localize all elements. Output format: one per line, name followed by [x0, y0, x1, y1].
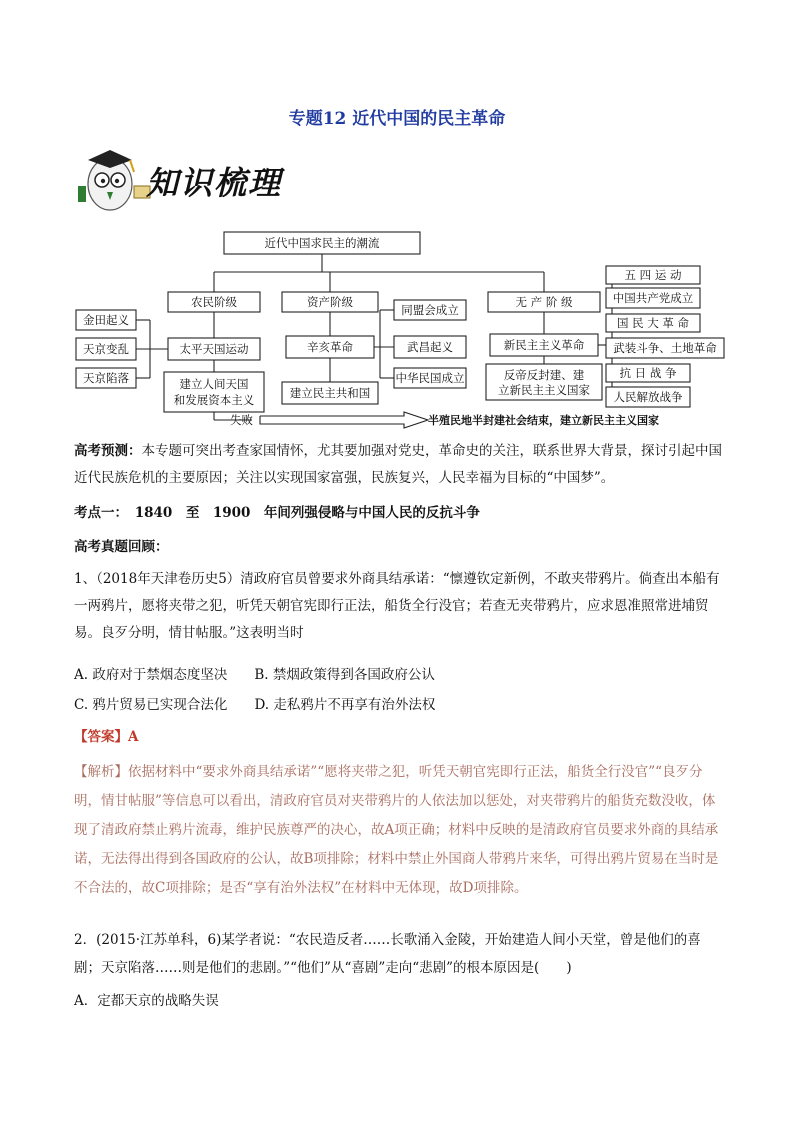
q1-analysis: [74, 758, 724, 903]
peasant-event-1-label: 金田起义: [83, 313, 129, 327]
q1-analysis-label: 【解析】: [74, 764, 128, 780]
prole-event-6-label: 人民解放战争: [613, 390, 683, 404]
result-arrow: [260, 412, 428, 428]
bourgeois-event-2-label: 武昌起义: [407, 340, 453, 354]
q2-option-a: A．定都天京的战略失误: [74, 993, 219, 1009]
q1-analysis-text: 依据材料中“要求外商具结承诺”“愿将夹带之犯，听凭天朝官宪即行正法，船货全行没官”“良歹分明，情甘帖服”等信息可以看出，清政府官员对夹带鸦片的人依法加以惩处，对夹带鸦片的船货充数没收，体现了清政府禁止鸦片流毒，维护民族尊严的决心，故A项正确；材料中反映的是清政府官员要求外商的具结承诺，无法得出得到各国政府的公认，故B项排除；材料中禁止外国商人带鸦片来华，可得出鸦片贸易在当时是不合法的，故C项排除；是否“享有治外法权”在材料中无体现，故D项排除。: [74, 764, 719, 896]
fail-label: 失败: [230, 413, 253, 427]
bourgeois-class-label: 资产阶级: [307, 295, 353, 309]
result-label: 半殖民地半封建社会结束，建立新民主主义国家: [428, 414, 659, 427]
new-democratic-label: 新民主主义革命: [503, 338, 585, 352]
peasant-goal-1: 建立人间天国: [179, 377, 249, 391]
prole-event-4-label: 武装斗争、土地革命: [613, 341, 717, 355]
q1-option-b: B. 禁烟政策得到各国政府公认: [254, 667, 435, 683]
page-title: 专题12 近代中国的民主革命: [288, 109, 506, 129]
bourgeois-event-1-label: 同盟会成立: [401, 303, 459, 317]
bourgeois-goal-label: 建立民主共和国: [289, 386, 371, 400]
forecast-label: 高考预测：: [74, 443, 142, 459]
review-heading: 高考真题回顾：: [74, 539, 169, 555]
banner-title: 知识梳理: [146, 164, 283, 202]
proletariat-goal-1: 反帝反封建、建: [503, 368, 585, 382]
knowledge-diagram: [64, 226, 736, 436]
diagram-top-label: 近代中国求民主的潮流: [264, 236, 380, 250]
bourgeois-event-3-label: 中华民国成立: [395, 371, 465, 385]
peasant-goal-2: 和发展资本主义: [173, 393, 255, 407]
prole-event-3-label: 国 民 大 革 命: [616, 316, 690, 330]
prole-event-2-label: 中国共产党成立: [612, 291, 694, 305]
proletariat-class-label: 无 产 阶 级: [515, 295, 573, 309]
xinhai-label: 辛亥革命: [307, 340, 353, 354]
prole-event-5-label: 抗 日 战 争: [619, 366, 677, 380]
prole-event-1-label: 五 四 运 动: [624, 268, 682, 282]
question-2-stem: 2．(2015·江苏单科，6)某学者说：“农民造反者……长歌涌入金陵，开始建造人间小天堂，曾是他们的喜剧；天京陷落……则是他们的悲剧。”“他们”从“喜剧”走向“悲剧”的根本原因是( ): [74, 932, 701, 976]
proletariat-goal-2: 立新民主主义国家: [498, 383, 590, 397]
question-1-stem: 1、（2018年天津卷历史5）清政府官员曾要求外商具结承诺：“懔遵钦定新例，不敢夹带鸦片。倘查出本船有一两鸦片，愿将夹带之犯，听凭天朝官宪即行正法，船货全行没官；若查无夹带鸦片，应求恩准照常进埔贸易。良歹分明，情甘帖服。”这表明当时: [74, 571, 720, 641]
forecast-text: 本专题可突出考查家国情怀，尤其要加强对党史，革命史的关注，联系世界大背景，探讨引起中国近代民族危机的主要原因；关注以实现国家富强，民族复兴，人民幸福为目标的“中国梦”。: [74, 443, 722, 486]
professor-egg-icon: [74, 146, 154, 212]
peasant-class-label: 农民阶级: [191, 295, 237, 309]
q1-answer: 【答案】A: [74, 729, 139, 745]
forecast-paragraph: [74, 438, 724, 492]
taiping-label: 太平天国运动: [179, 342, 249, 356]
peasant-event-3-label: 天京陷落: [83, 371, 129, 385]
q1-option-a: A. 政府对于禁烟态度坚决: [74, 667, 228, 683]
q1-option-d: D. 走私鸦片不再享有治外法权: [254, 697, 436, 713]
question-1-options-row2: [74, 692, 724, 719]
q1-option-c: C. 鸦片贸易已实现合法化: [74, 697, 228, 713]
peasant-event-2-label: 天京变乱: [83, 342, 129, 356]
exam-point-1: 考点一： 1840 至 1900 年间列强侵略与中国人民的反抗斗争: [74, 505, 480, 521]
question-1-options-row1: [74, 662, 724, 689]
